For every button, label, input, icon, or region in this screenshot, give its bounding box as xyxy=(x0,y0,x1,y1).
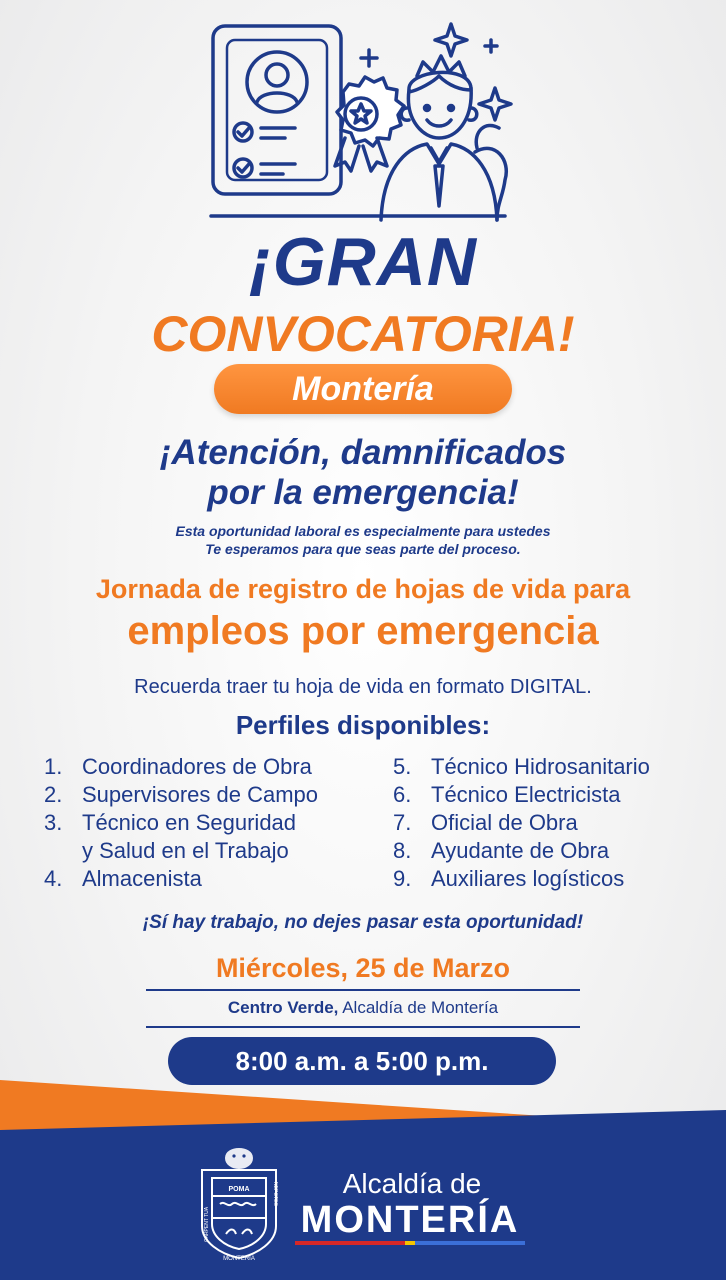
intro-subtext xyxy=(0,522,726,558)
event-place xyxy=(0,996,726,1020)
list-item-label: Oficial de Obra xyxy=(431,810,578,835)
list-item-label: Técnico Hidrosanitario xyxy=(431,754,650,779)
profiles-heading: Perfiles disponibles: xyxy=(235,710,491,740)
shield-text-left: CARPENT TUA xyxy=(204,1206,210,1242)
divider xyxy=(146,1026,580,1028)
attention-line-2: por la emergencia! xyxy=(207,473,519,512)
attention-headline xyxy=(0,433,726,513)
jornada-line-1: Jornada de registro de hojas de vida para xyxy=(95,574,631,604)
shield-text-right: NEPOTES xyxy=(272,1182,278,1206)
list-item xyxy=(393,809,713,837)
event-place-org: Alcaldía de Montería xyxy=(342,998,499,1017)
list-item-number: 1. xyxy=(44,754,63,779)
intro-subtext-line-1: Esta oportunidad laboral es especialmente para ustedes xyxy=(175,523,551,539)
list-item xyxy=(393,781,713,809)
org-name-line-1: Alcaldía de xyxy=(342,1168,482,1199)
event-place-venue: Centro Verde, xyxy=(227,998,339,1017)
list-item-number: 2. xyxy=(44,782,63,807)
list-item xyxy=(393,753,713,781)
list-item-label: Auxiliares logísticos xyxy=(431,866,625,891)
resume-icon xyxy=(213,26,341,194)
org-name-line-2: MONTERÍA xyxy=(300,1199,520,1241)
slogan: ¡Sí hay trabajo, no dejes pasar esta oportunidad! xyxy=(142,912,584,933)
attention-line-1: ¡Atención, damnificados xyxy=(159,433,567,472)
flag-stripe xyxy=(295,1241,525,1245)
profiles-list-left xyxy=(44,753,384,893)
list-item xyxy=(44,781,384,809)
city-badge: Montería xyxy=(214,364,512,414)
city-shield-icon xyxy=(196,1138,282,1262)
list-item-label: Ayudante de Obra xyxy=(431,838,610,863)
list-item-label: Almacenista xyxy=(82,866,202,891)
list-item xyxy=(393,837,713,865)
headline-gran: ¡GRAN xyxy=(249,224,477,300)
list-item xyxy=(44,809,384,837)
event-hours: 8:00 a.m. a 5:00 p.m. xyxy=(168,1037,556,1085)
list-item-label: Coordinadores de Obra xyxy=(82,754,312,779)
list-item-label: Supervisores de Campo xyxy=(82,782,319,807)
worker-crown-icon xyxy=(381,56,506,220)
list-item-number: 5. xyxy=(393,754,412,779)
list-item-label: Técnico en Seguridad xyxy=(82,810,297,835)
headline-convocatoria: CONVOCATORIA! xyxy=(151,306,575,362)
shield-text-bottom: MONTERIA xyxy=(223,1256,255,1262)
list-item xyxy=(44,865,384,893)
award-ribbon-icon xyxy=(335,77,404,171)
reminder-text: Recuerda traer tu hoja de vida en formato DIGITAL. xyxy=(134,676,592,698)
list-item xyxy=(44,753,384,781)
list-item-number: 7. xyxy=(393,810,412,835)
list-item-number: 3. xyxy=(44,810,63,835)
event-date: Miércoles, 25 de Marzo xyxy=(215,953,511,983)
list-item-number: 9. xyxy=(393,866,412,891)
jornada-line-2: empleos por emergencia xyxy=(127,609,599,653)
checkmark-icon xyxy=(234,123,295,177)
list-item-label: Técnico Electricista xyxy=(431,782,621,807)
list-item-number: 8. xyxy=(393,838,412,863)
list-item xyxy=(393,865,713,893)
profiles-list-right xyxy=(393,753,713,893)
list-item-number: 4. xyxy=(44,866,63,891)
list-item-number: 6. xyxy=(393,782,412,807)
list-item-label: y Salud en el Trabajo xyxy=(82,838,289,863)
resume-worker-illustration xyxy=(205,20,515,225)
intro-subtext-line-2: Te esperamos para que seas parte del proceso. xyxy=(205,541,521,557)
list-item-continuation xyxy=(44,837,384,865)
shield-text-poma: POMA xyxy=(228,1186,250,1193)
divider xyxy=(146,989,580,991)
